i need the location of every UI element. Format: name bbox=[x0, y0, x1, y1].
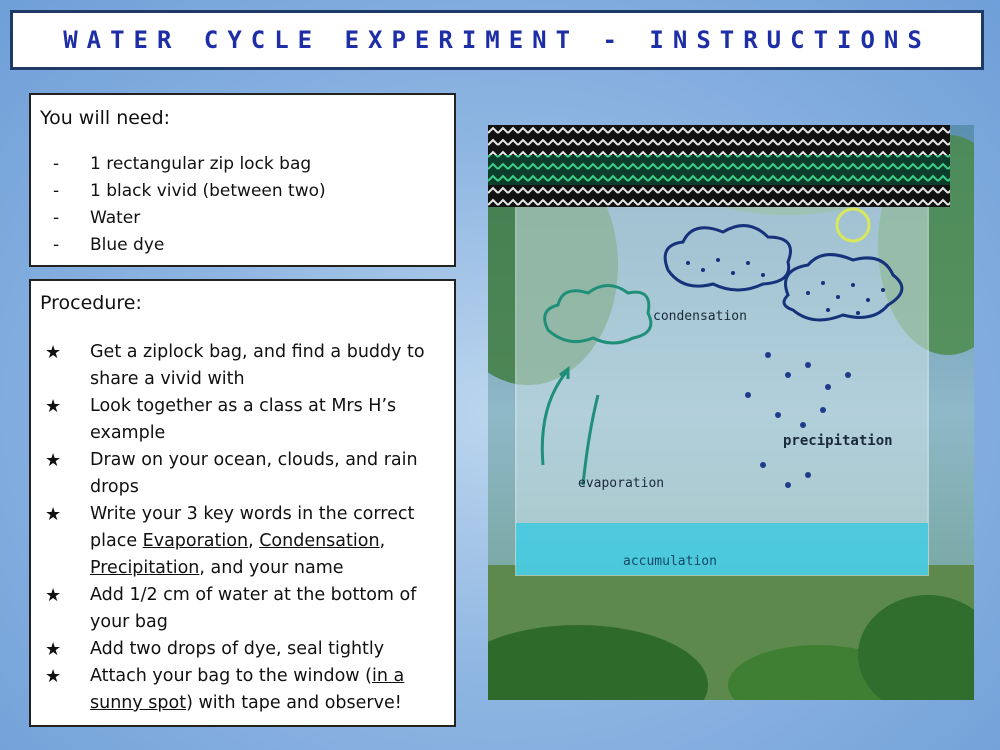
procedure-heading: Procedure: bbox=[40, 292, 142, 314]
keyword-evaporation: Evaporation bbox=[142, 531, 249, 551]
page-title: WATER CYCLE EXPERIMENT - INSTRUCTIONS bbox=[63, 26, 931, 54]
procedure-step: ★ Add 1/2 cm of water at the bottom of your bag bbox=[45, 582, 445, 636]
procedure-step: ★ Get a ziplock bag, and find a buddy to share a vivid with bbox=[45, 339, 445, 393]
list-item: - 1 black vivid (between two) bbox=[53, 181, 326, 201]
keyword-precipitation: Precipitation bbox=[90, 558, 200, 578]
procedure-step: ★ Attach your bag to the window (in a sunny spot) with tape and observe! bbox=[45, 663, 445, 717]
label-evaporation: evaporation bbox=[578, 476, 665, 491]
bag-illustration bbox=[488, 125, 974, 700]
star-icon: ★ bbox=[45, 450, 62, 471]
procedure-step: ★ Write your 3 key words in the correct place Evaporation, Condensation, Precipitation, and your name bbox=[45, 501, 445, 582]
title-banner bbox=[10, 10, 984, 70]
star-icon: ★ bbox=[45, 585, 62, 606]
list-item: - Blue dye bbox=[53, 235, 165, 255]
procedure-step: ★ Draw on your ocean, clouds, and rain drops bbox=[45, 447, 445, 501]
star-icon: ★ bbox=[45, 666, 62, 687]
star-icon: ★ bbox=[45, 504, 62, 525]
list-item: - 1 rectangular zip lock bag bbox=[53, 154, 312, 174]
label-condensation: condensation bbox=[653, 309, 747, 324]
materials-heading: You will need: bbox=[40, 107, 171, 129]
sunny-spot-note: in a sunny spot bbox=[90, 666, 405, 713]
procedure-list bbox=[45, 339, 445, 717]
experiment-photo bbox=[488, 125, 974, 700]
materials-panel bbox=[29, 93, 456, 267]
keyword-condensation: Condensation bbox=[259, 531, 380, 551]
star-icon: ★ bbox=[45, 342, 62, 363]
water-layer bbox=[516, 523, 928, 575]
label-precipitation: precipitation bbox=[783, 433, 893, 449]
list-item: - Water bbox=[53, 208, 141, 228]
procedure-panel bbox=[29, 279, 456, 727]
procedure-step: ★ Add two drops of dye, seal tightly bbox=[45, 636, 445, 663]
materials-list bbox=[53, 151, 326, 259]
label-accumulation: accumulation bbox=[623, 554, 717, 569]
star-icon: ★ bbox=[45, 639, 62, 660]
procedure-step: ★ Look together as a class at Mrs H’s example bbox=[45, 393, 445, 447]
star-icon: ★ bbox=[45, 396, 62, 417]
